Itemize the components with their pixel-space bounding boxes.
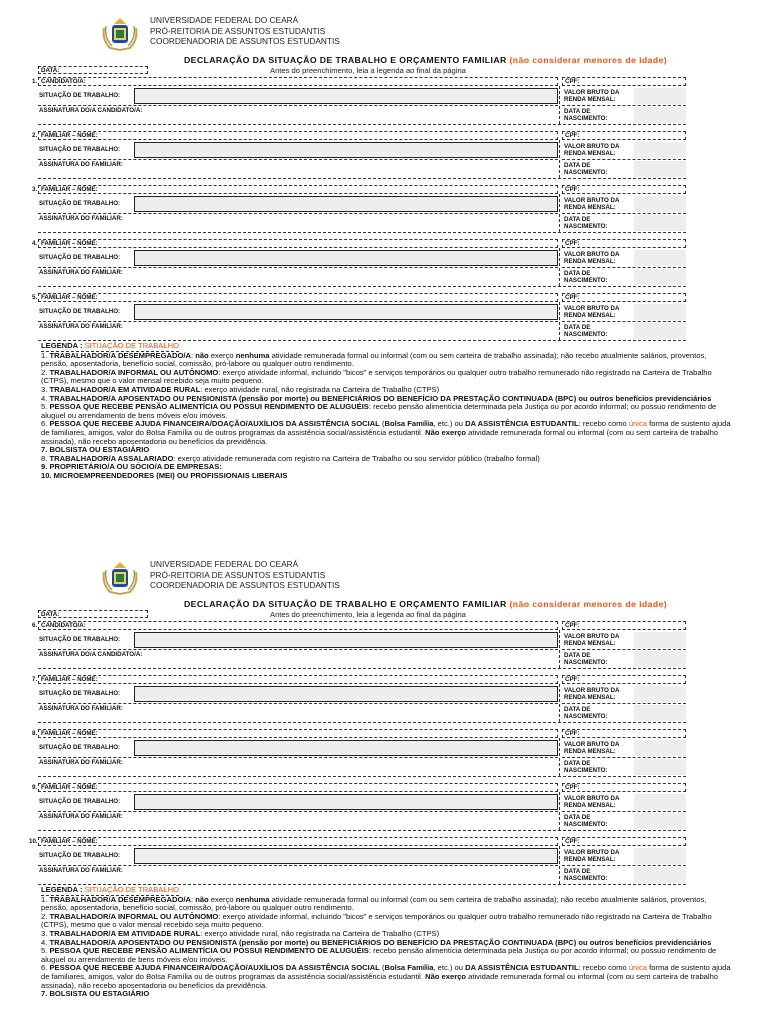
legend-item-number: 1. [41,894,48,904]
situation-input[interactable] [134,632,558,648]
situation-input[interactable] [134,794,558,810]
divider [562,321,686,322]
legend-item-text: : exerço atividade remunerada com registro na Carteira de Trabalho ou sou servidor público (trabalho formal) [173,453,540,463]
legend-item-title: PESSOA QUE RECEBE AJUDA FINANCEIRA/DOAÇÃO/AUXÍLIOS DA ASSISTÊNCIA SOCIAL [49,419,380,429]
legend-title-red: SITUAÇÃO DE TRABALHO [84,341,179,350]
divider [562,159,686,160]
legend-item-2 [41,369,731,386]
income-label-line1: VALOR BRUTO DA [564,633,620,640]
income-label [564,305,634,319]
member-number: 2. [32,132,38,139]
title-main: DECLARAÇÃO DA SITUAÇÃO DE TRABALHO E ORÇAMENTO FAMILIAR [184,55,507,65]
member-block [32,783,686,830]
divider [562,865,686,866]
member-block [32,77,686,124]
legend-item-text: : recebo pensão alimentícia determinada pela Justiça ou por acordo informal; ou possuo rendimento de aluguel ou arrendamento de bens móveis e/ou imóveis. [41,402,717,420]
legend-item-number: 8. [41,453,48,463]
ufc-crest-icon [100,16,140,52]
cpf-field[interactable]: CPF: [562,783,686,792]
cpf-field[interactable]: CPF: [562,131,686,140]
legend-item-title: PESSOA QUE RECEBE PENSÃO ALIMENTÍCIA OU POSSUI RENDIMENTO DE ALUGUÉIS [49,946,369,956]
income-input[interactable] [634,848,686,864]
legend-item-6 [41,420,731,446]
birthdate-input[interactable] [634,215,686,231]
birthdate-label-line1: DATA DE [564,108,591,115]
birthdate-input[interactable] [634,161,686,177]
income-label-line2: RENDA MENSAL: [564,802,616,809]
divider [38,722,686,723]
legend-item-title: 10. MICROEMPREENDEDORES (MEI) OU PROFISSIONAIS LIBERAIS [41,470,288,480]
legend-item-2 [41,913,731,930]
legend-item-text: : [190,894,196,904]
signature-field[interactable]: ASSINATURA DO FAMILIAR: [39,269,123,276]
divider [38,178,686,179]
divider [562,757,686,758]
divider [559,140,560,178]
income-input[interactable] [634,196,686,212]
income-label-line1: VALOR BRUTO DA [564,795,620,802]
birthdate-label [564,216,634,230]
birthdate-label [564,270,634,284]
legend-item-text: atividade remunerada formal ou informal (com ou sem carteira de trabalho assinada); não recebo atualmente salários, proventos, pensão, aposentadoria, benefício social, comissão, pró-labore ou qualquer outro rendimento. [41,894,707,913]
legend-item-title: PESSOA QUE RECEBE PENSÃO ALIMENTÍCIA OU POSSUI RENDIMENTO DE ALUGUÉIS [49,402,369,412]
member-block [29,837,686,884]
legend-item-emphasis: nenhuma [235,894,270,904]
birthdate-input[interactable] [634,651,686,667]
date-field[interactable]: DATA: [38,610,148,618]
divider [38,703,558,704]
situation-label: SITUAÇÃO DE TRABALHO: [39,852,121,859]
divider [38,124,686,125]
legend-item-highlight: única [628,963,647,973]
legend-item-text: : recebo pensão alimentícia determinada pela Justiça ou por acordo informal; ou possuo rendimento de aluguel ou arrendamento de bens móveis e/ou imóveis. [41,946,717,964]
income-label [564,143,634,157]
situation-label: SITUAÇÃO DE TRABALHO: [39,92,121,99]
legend [41,886,731,999]
family-name-field[interactable]: FAMILIAR – NOME: [38,239,558,248]
situation-input[interactable] [134,848,558,864]
legend-item-title: TRABALHADOR/A DESEMPREGADO/A [49,894,191,904]
institution-header [150,15,340,47]
legend-item-6 [41,964,731,990]
divider [562,703,686,704]
cpf-field[interactable]: CPF: [562,77,686,86]
member-block [32,131,686,178]
divider [38,776,686,777]
ufc-crest-icon [100,560,140,596]
divider [38,757,558,758]
divider [562,213,686,214]
situation-label: SITUAÇÃO DE TRABALHO: [39,254,121,261]
legend-item-title: TRABALHADOR/A EM ATIVIDADE RURAL [49,384,201,394]
title-note: (não considerar menores de idade) [509,599,668,609]
legend-title-text: LEGENDA [41,341,78,350]
cpf-field[interactable]: CPF: [562,729,686,738]
situation-input[interactable] [134,142,558,158]
divider [38,668,686,669]
divider [562,649,686,650]
legend-item-title: TRABALHADOR/A EM ATIVIDADE RURAL [49,928,201,938]
birthdate-label-line2: NASCIMENTO: [564,821,608,828]
divider [562,267,686,268]
birthdate-label-line1: DATA DE [564,868,591,875]
legend-item-1 [41,896,731,913]
legend-title-text: LEGENDA [41,885,78,894]
divider [38,232,686,233]
member-number: 3. [32,186,38,193]
birthdate-label-line1: DATA DE [564,814,591,821]
legend-item-title: TRABALHADOR/A DESEMPREGADO/A [49,350,191,360]
income-label-line1: VALOR BRUTO DA [564,305,620,312]
income-label-line2: RENDA MENSAL: [564,856,616,863]
member-number: 10. [29,838,38,845]
situation-input[interactable] [134,250,558,266]
income-input[interactable] [634,142,686,158]
situation-input[interactable] [134,686,558,702]
member-block [32,621,686,668]
legend-item-highlight: única [628,419,647,429]
income-input[interactable] [634,686,686,702]
institution-header [150,559,340,591]
birthdate-label-line2: NASCIMENTO: [564,659,608,666]
situation-label: SITUAÇÃO DE TRABALHO: [39,200,121,207]
birthdate-label [564,760,634,774]
birthdate-input[interactable] [634,705,686,721]
legend-item-text: : recebo como [578,963,629,973]
birthdate-label-line1: DATA DE [564,162,591,169]
legend-item-emphasis: Bolsa Família [384,963,434,973]
birthdate-label-line1: DATA DE [564,324,591,331]
legend-item-number: 2. [41,367,48,377]
income-label [564,251,634,265]
legend-item-text: ( [379,419,385,429]
income-label-line2: RENDA MENSAL: [564,96,616,103]
situation-label: SITUAÇÃO DE TRABALHO: [39,636,121,643]
legend-item-emphasis: não [195,894,209,904]
legend-item-text: forma de sustento ajuda de familiares, amigos, valor do Bolsa Família ou de outros programas da assistência social/assistência estudantil. [41,963,731,981]
legend-item-title: TRABALHADOR/A INFORMAL OU AUTÔNOMO [49,367,219,377]
divider [38,105,558,106]
cpf-field[interactable]: CPF: [562,239,686,248]
date-field[interactable]: DATA: [38,66,148,74]
form-subtitle: Antes do preenchimento, leia a legenda ao final da página [270,66,466,75]
birthdate-input[interactable] [634,269,686,285]
legend-item-title: DA ASSISTÊNCIA ESTUDANTIL [465,963,579,973]
income-label-line1: VALOR BRUTO DA [564,849,620,856]
legend-item-title: TRABALHADOR/A INFORMAL OU AUTÔNOMO [49,911,219,921]
member-number: 1. [32,78,38,85]
member-block [32,239,686,286]
income-input[interactable] [634,740,686,756]
birthdate-label-line1: DATA DE [564,760,591,767]
form-title [184,55,667,65]
income-label-line2: RENDA MENSAL: [564,748,616,755]
divider [38,830,686,831]
legend-item-text: atividade remunerada formal ou informal (com ou sem carteira de trabalho assinada); não recebo atualmente salários, proventos, pensão, aposentadoria, benefício social, comissão, pró-labore ou qualquer outro rendimento. [41,350,707,369]
legend-item-10 [41,472,731,481]
legend-item-number: 5. [41,946,48,956]
income-label-line2: RENDA MENSAL: [564,258,616,265]
cpf-field[interactable]: CPF: [562,837,686,846]
situation-input[interactable] [134,88,558,104]
income-label-line1: VALOR BRUTO DA [564,741,620,748]
divider [559,846,560,884]
birthdate-label-line2: NASCIMENTO: [564,169,608,176]
member-block [32,293,686,340]
legend-item-number: 3. [41,384,48,394]
legend-item-number: 4. [41,393,48,403]
member-block [32,185,686,232]
legend-item-number: 6. [41,419,48,429]
legend-title: LEGENDA : SITUAÇÃO DE TRABALHO [41,341,179,350]
divider [38,865,558,866]
cpf-field[interactable]: CPF: [562,675,686,684]
legend-item-title: DA ASSISTÊNCIA ESTUDANTIL [465,419,579,429]
birthdate-input[interactable] [634,323,686,339]
divider [559,738,560,776]
legend-item-title: 7. BOLSISTA OU ESTAGIÁRIO [41,989,150,999]
divider [559,86,560,124]
legend-item-title: TRABALHADOR/A APOSENTADO OU PENSIONISTA (pensão por morte) ou BENEFICIÁRIOS DO BENEFÍCIO DA PRESTAÇÃO CONTINUADA (BPC) ou outros benefícios previdenciários [49,937,712,947]
family-name-field[interactable]: FAMILIAR – NOME: [38,293,558,302]
legend-title: LEGENDA : SITUAÇÃO DE TRABALHO [41,885,179,894]
legend-item-5 [41,403,731,420]
legend-item-1 [41,352,731,369]
title-main: DECLARAÇÃO DA SITUAÇÃO DE TRABALHO E ORÇAMENTO FAMILIAR [184,599,507,609]
legend-item-number: 4. [41,937,48,947]
legend-item-text: , etc.) ou [433,419,466,429]
coordination-name: COORDENADORIA DE ASSUNTOS ESTUDANTIS [150,580,340,590]
income-label [564,849,634,863]
divider [562,105,686,106]
signature-field[interactable]: ASSINATURA DO FAMILIAR: [39,161,123,168]
legend-item-number: 2. [41,911,48,921]
legend-item-title: TRABALHADOR/A APOSENTADO OU PENSIONISTA (pensão por morte) ou BENEFICIÁRIOS DO BENEFÍCIO DA PRESTAÇÃO CONTINUADA (BPC) ou outros benefícios previdenciários [49,393,712,403]
birthdate-input[interactable] [634,813,686,829]
income-input[interactable] [634,88,686,104]
member-number: 7. [32,676,38,683]
birthdate-label-line1: DATA DE [564,706,591,713]
income-label-line2: RENDA MENSAL: [564,694,616,701]
divider [559,684,560,722]
income-label-line1: VALOR BRUTO DA [564,251,620,258]
situation-label: SITUAÇÃO DE TRABALHO: [39,308,121,315]
candidate-name-field[interactable]: CANDIDATO/A: [38,621,558,630]
legend-item-text: atividade remunerada formal ou informal (com ou sem carteira de trabalho assinada), não recebo aposentadoria ou benefícios da previdência. [41,427,719,446]
situation-label: SITUAÇÃO DE TRABALHO: [39,744,121,751]
income-label-line2: RENDA MENSAL: [564,640,616,647]
legend-item-emphasis: nenhuma [235,350,270,360]
income-input[interactable] [634,632,686,648]
birthdate-input[interactable] [634,759,686,775]
divider [38,811,558,812]
family-name-field[interactable]: FAMILIAR – NOME: [38,675,558,684]
situation-label: SITUAÇÃO DE TRABALHO: [39,690,121,697]
situation-input[interactable] [134,196,558,212]
family-name-field[interactable]: FAMILIAR – NOME: [38,729,558,738]
legend-item-7 [41,990,731,999]
prorector-name: PRÓ-REITORIA DE ASSUNTOS ESTUDANTIS [150,25,326,36]
legend-item-title: 7. BOLSISTA OU ESTAGIÁRIO [41,445,150,455]
member-number: 9. [32,784,38,791]
income-label-line1: VALOR BRUTO DA [564,687,620,694]
legend-item-number: 1. [41,350,48,360]
birthdate-label-line1: DATA DE [564,216,591,223]
legend-item-text: : exerço atividade informal, incluindo "bicos" e serviços temporários ou qualquer outro trabalho remunerado não registrado na Carteira de Trabalho (CTPS), mesmo que o valor mensal recebido seja muito pequeno. [41,367,712,386]
birthdate-input[interactable] [634,107,686,123]
legend-item-text: : exerço atividade rural, não registrada na Carteira de Trabalho (CTPS) [200,928,440,938]
birthdate-label [564,814,634,828]
income-label-line2: RENDA MENSAL: [564,150,616,157]
legend-item-text: , etc.) ou [433,963,466,973]
income-input[interactable] [634,794,686,810]
income-label [564,89,634,103]
cpf-field[interactable]: CPF: [562,185,686,194]
situation-input[interactable] [134,740,558,756]
birthdate-label [564,868,634,882]
income-label-line1: VALOR BRUTO DA [564,89,620,96]
birthdate-label [564,652,634,666]
signature-field[interactable]: ASSINATURA DO/A CANDIDATO/A: [39,107,143,114]
birthdate-label-line2: NASCIMENTO: [564,331,608,338]
signature-field[interactable]: ASSINATURA DO FAMILIAR: [39,323,123,330]
legend-item-text: : recebo como [578,419,629,429]
family-name-field[interactable]: FAMILIAR – NOME: [38,837,558,846]
birthdate-label [564,108,634,122]
signature-field[interactable]: ASSINATURA DO/A CANDIDATO/A: [39,651,143,658]
legend-item-number: 3. [41,928,48,938]
birthdate-label-line1: DATA DE [564,652,591,659]
member-number: 6. [32,622,38,629]
family-name-field[interactable]: FAMILIAR – NOME: [38,185,558,194]
legend-item-text: ( [379,963,385,973]
divider [562,811,686,812]
income-label-line1: VALOR BRUTO DA [564,197,620,204]
birthdate-input[interactable] [634,867,686,883]
member-number: 8. [32,730,38,737]
candidate-name-field[interactable]: CANDIDATO/A: [38,77,558,86]
divider [559,248,560,286]
divider [559,194,560,232]
legend-item-text: forma de sustento ajuda de familiares, amigos, valor do Bolsa Família ou de outros programas da assistência social/assistência estudantil. [41,419,731,437]
university-name: UNIVERSIDADE FEDERAL DO CEARÁ [150,559,299,569]
birthdate-label [564,706,634,720]
legend-item-text: exerço [208,350,236,360]
member-block [32,675,686,722]
cpf-field[interactable]: CPF: [562,621,686,630]
form-title [184,599,667,609]
member-number: 5. [32,294,38,301]
legend-item-text: exerço [208,894,236,904]
birthdate-label [564,324,634,338]
cpf-field[interactable]: CPF: [562,293,686,302]
legend-item-emphasis: Não exerço [425,971,467,981]
legend-item-5 [41,947,731,964]
income-label-line2: RENDA MENSAL: [564,312,616,319]
divider [559,302,560,340]
birthdate-label-line2: NASCIMENTO: [564,277,608,284]
divider [559,792,560,830]
divider [38,321,558,322]
birthdate-label-line1: DATA DE [564,270,591,277]
legend-item-title: PESSOA QUE RECEBE AJUDA FINANCEIRA/DOAÇÃO/AUXÍLIOS DA ASSISTÊNCIA SOCIAL [49,963,380,973]
family-name-field[interactable]: FAMILIAR – NOME: [38,783,558,792]
birthdate-label-line2: NASCIMENTO: [564,713,608,720]
divider [38,649,558,650]
divider [38,267,558,268]
member-block [32,729,686,776]
birthdate-label-line2: NASCIMENTO: [564,223,608,230]
legend [41,342,731,481]
title-note: (não considerar menores de idade) [509,55,668,65]
legend-item-number: 6. [41,963,48,973]
divider [38,213,558,214]
income-label [564,197,634,211]
legend-item-text: atividade remunerada formal ou informal (com ou sem carteira de trabalho assinada), não recebo aposentadoria ou benefícios da previdência. [41,971,719,990]
university-name: UNIVERSIDADE FEDERAL DO CEARÁ [150,15,299,25]
coordination-name: COORDENADORIA DE ASSUNTOS ESTUDANTIS [150,36,340,46]
income-input[interactable] [634,250,686,266]
birthdate-label [564,162,634,176]
situation-label: SITUAÇÃO DE TRABALHO: [39,798,121,805]
signature-field[interactable]: ASSINATURA DO FAMILIAR: [39,215,123,222]
birthdate-label-line2: NASCIMENTO: [564,115,608,122]
signature-field[interactable]: ASSINATURA DO FAMILIAR: [39,705,123,712]
income-label-line2: RENDA MENSAL: [564,204,616,211]
income-label [564,687,634,701]
income-label [564,741,634,755]
birthdate-label-line2: NASCIMENTO: [564,875,608,882]
legend-item-emphasis: Não exerço [425,427,467,437]
family-name-field[interactable]: FAMILIAR – NOME: [38,131,558,140]
legend-item-title: 9. PROPRIETÁRIO/A OU SÓCIO/A DE EMPRESAS: [41,462,222,472]
divider [38,286,686,287]
situation-label: SITUAÇÃO DE TRABALHO: [39,146,121,153]
signature-field[interactable]: ASSINATURA DO FAMILIAR: [39,813,123,820]
legend-item-text: : [190,350,196,360]
divider [38,159,558,160]
form-subtitle: Antes do preenchimento, leia a legenda ao final da página [270,610,466,619]
legend-item-number: 5. [41,402,48,412]
legend-item-emphasis: Bolsa Família [384,419,434,429]
income-label-line1: VALOR BRUTO DA [564,143,620,150]
income-label [564,633,634,647]
member-number: 4. [32,240,38,247]
income-input[interactable] [634,304,686,320]
signature-field[interactable]: ASSINATURA DO FAMILIAR: [39,759,123,766]
signature-field[interactable]: ASSINATURA DO FAMILIAR: [39,867,123,874]
legend-item-emphasis: não [195,350,209,360]
legend-item-text: : exerço atividade informal, incluindo "bicos" e serviços temporários ou qualquer outro trabalho remunerado não registrado na Carteira de Trabalho (CTPS), mesmo que o valor mensal recebido seja muito pequeno. [41,911,712,930]
legend-item-title: TRABALHADOR/A ASSALARIADO [49,453,174,463]
birthdate-label-line2: NASCIMENTO: [564,767,608,774]
prorector-name: PRÓ-REITORIA DE ASSUNTOS ESTUDANTIS [150,569,326,580]
divider [559,630,560,668]
legend-item-text: : exerço atividade rural, não registrada na Carteira de Trabalho (CTPS) [200,384,440,394]
legend-title-red: SITUAÇÃO DE TRABALHO [84,885,179,894]
income-label [564,795,634,809]
situation-input[interactable] [134,304,558,320]
